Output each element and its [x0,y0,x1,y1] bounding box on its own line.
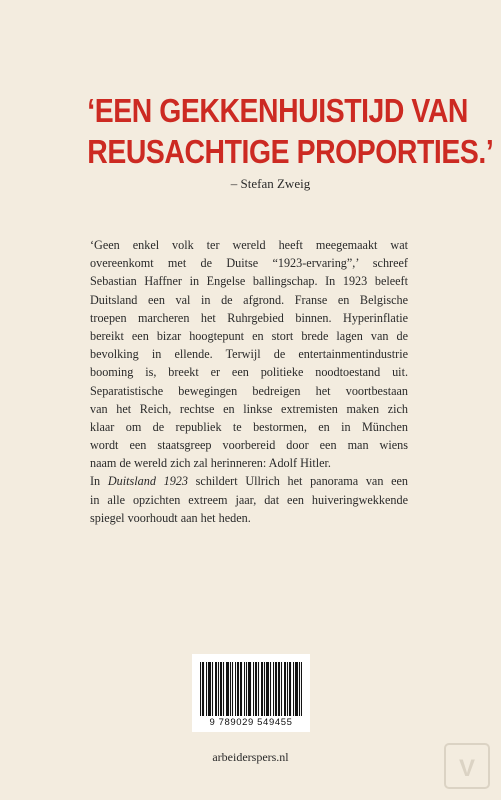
corner-watermark-icon [439,738,495,794]
barcode-bar [232,662,233,716]
blurb-line: spiegel voorhoudt aan het heden. [90,510,251,525]
barcode-bar [295,662,296,716]
blurb-line: bereikt een bizar hoogtepunt en stort brede lagen van de [90,328,408,343]
barcode-bar [238,662,239,716]
barcode-bar [237,662,238,716]
book-title-italic: Duitsland 1923 [107,474,188,489]
barcode-bar [218,662,219,716]
barcode-bar [273,662,274,716]
barcode-bars [200,662,302,716]
blurb-line: naam de wereld zich zal herinneren: Adolf Hitler. [90,456,331,471]
blurb-line: Separatistische bewegingen bedreigen het voortbestaan [90,383,408,398]
barcode-bar [200,662,201,716]
barcode-bar [261,662,262,716]
svg-text:V: V [458,755,476,782]
barcode-bar [268,662,269,716]
barcode-bar [223,662,224,716]
barcode-bar [281,662,282,716]
blurb-line: klaar om de republiek te bestormen, en in München [90,419,408,434]
quote-line-1: ‘EEN GEKKENHUISTIJD VAN [87,92,468,129]
blurb-line: troepen marcheren het Ruhrgebied binnen. Hyperinflatie [90,310,408,325]
barcode-bar [278,662,279,716]
blurb-line: wordt een staatsgreep voorbereid door een man wiens [90,438,408,453]
blurb-line: Duitsland een val in de afgrond. Franse en Belgische [90,292,408,307]
barcode-bar [290,662,291,716]
barcode-bar [256,662,257,716]
blurb-text [90,236,408,527]
barcode-bar [221,662,222,716]
barcode-bar [228,662,229,716]
barcode-bar [301,662,302,716]
barcode-bar [208,662,209,716]
barcode-bar [203,662,204,716]
blurb-line: ‘Geen enkel volk ter wereld heeft meegemaakt wat [90,238,408,252]
barcode-bar [266,662,267,716]
barcode-bar [285,662,286,716]
barcode-bar [250,662,251,716]
barcode-bar [255,662,256,716]
barcode-bar [227,662,228,716]
blurb-line: overeenkomt met de Duitse “1923-ervaring”,’ schreef [90,256,408,271]
barcode-bar [248,662,249,716]
barcode-bar [297,662,298,716]
barcode-bar [262,662,263,716]
barcode-bar [267,662,268,716]
barcode-bar [296,662,297,716]
barcode-bar [287,662,288,716]
cover-quote [87,90,494,172]
barcode-bar [289,662,290,716]
barcode-bar [284,662,285,716]
barcode-bar [293,662,294,716]
quote-attribution: – Stefan Zweig [230,176,311,191]
barcode-bar [276,662,277,716]
isbn-barcode [192,654,310,732]
barcode-bar [299,662,300,716]
isbn-number: 9 789029 549455 [209,717,293,728]
blurb-line: van het Reich, rechtse en linkse extremisten maken zich [90,401,408,416]
blurb-rest: schildert Ullrich het panorama van een [187,474,409,489]
barcode-bar [220,662,221,716]
barcode-bar [249,662,250,716]
barcode-bar [216,662,217,716]
barcode-bar [270,662,271,716]
blurb-line: bevolking in ellende. Terwijl de entertainmentindustrie [90,347,408,362]
barcode-bar [240,662,241,716]
barcode-bar [246,662,247,716]
barcode-bar [230,662,231,716]
barcode-bar [235,662,236,716]
barcode-bar [212,662,213,716]
barcode-bar [202,662,203,716]
barcode-bar [253,662,254,716]
barcode-bar [209,662,210,716]
barcode-bar [226,662,227,716]
barcode-bar [241,662,242,716]
barcode-bar [275,662,276,716]
barcode-bar [258,662,259,716]
blurb-line-book-title [90,472,408,490]
barcode-bar [215,662,216,716]
barcode-bar [206,662,207,716]
blurb-line: in alle opzichten extreem jaar, dat een huiveringwekkende [90,492,408,507]
barcode-bar [264,662,265,716]
blurb-prefix: In [90,474,108,489]
barcode-bar [244,662,245,716]
blurb-line: Sebastian Haffner in Engelse ballingschap. In 1923 beleeft [90,274,408,289]
quote-line-2: REUSACHTIGE PROPORTIES.’ [87,133,494,170]
publisher-url: arbeiderspers.nl [212,750,289,764]
barcode-bar [210,662,211,716]
blurb-line: booming is, breekt er een politieke noodtoestand uit. [90,365,408,380]
barcode-bar [279,662,280,716]
